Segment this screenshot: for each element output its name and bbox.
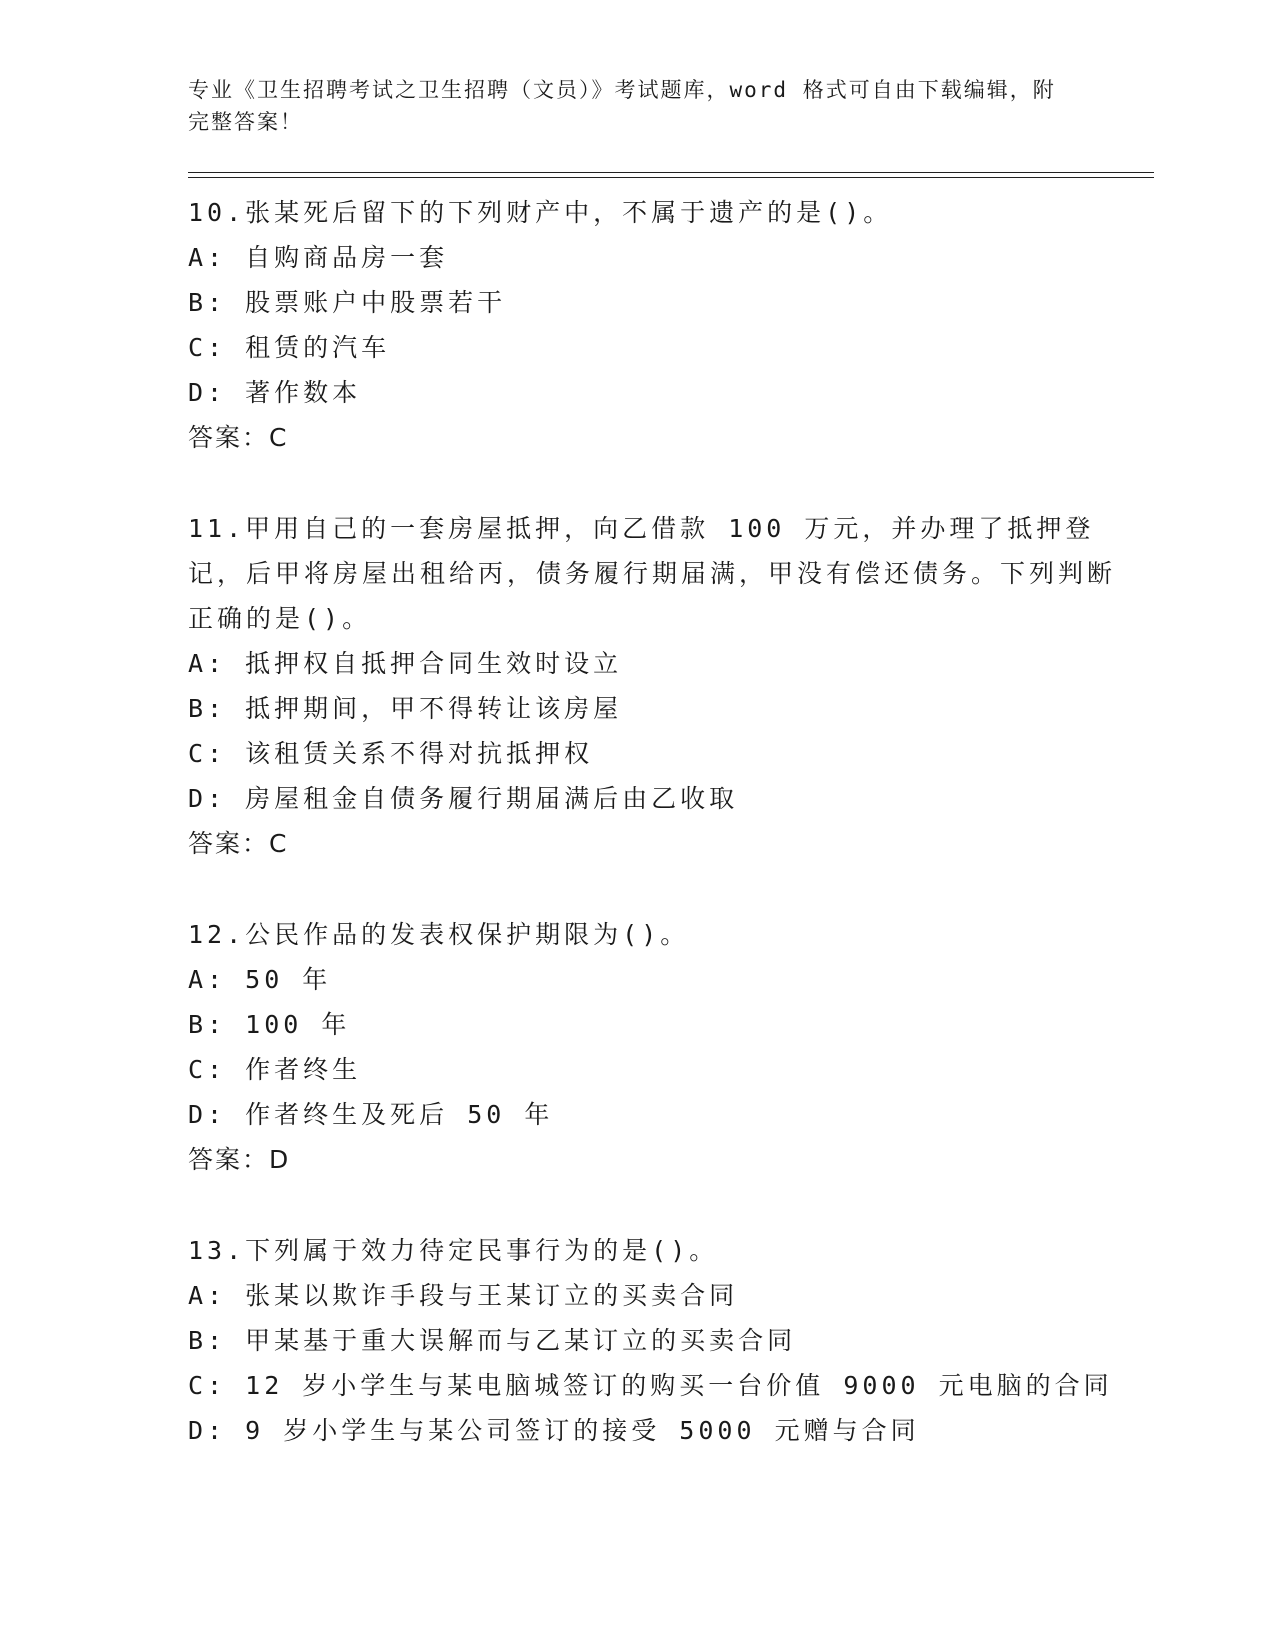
option-d: D: 作者终生及死后 50 年 <box>188 1100 554 1129</box>
question-stem: 13.下列属于效力待定民事行为的是()。 <box>188 1236 719 1265</box>
option-b: B: 抵押期间，甲不得转让该房屋 <box>188 694 623 723</box>
answer: 答案：C <box>188 423 289 452</box>
answer: 答案：C <box>188 829 289 858</box>
answer: 答案：D <box>188 1145 291 1174</box>
question-stem: 10.张某死后留下的下列财产中，不属于遗产的是()。 <box>188 198 893 227</box>
option-a: A: 50 年 <box>188 965 332 994</box>
question-stem: 11.甲用自己的一套房屋抵押，向乙借款 100 万元，并办理了抵押登记，后甲将房屋出租给丙，债务履行期届满，甲没有偿还债务。下列判断正确的是()。 <box>188 514 1117 633</box>
option-b: B: 股票账户中股票若干 <box>188 288 507 317</box>
option-b: B: 甲某基于重大误解而与乙某订立的买卖合同 <box>188 1326 797 1355</box>
option-a: A: 抵押权自抵押合同生效时设立 <box>188 649 623 678</box>
question-13 <box>188 1228 1128 1453</box>
option-c: C: 租赁的汽车 <box>188 333 391 362</box>
option-a: A: 自购商品房一套 <box>188 243 449 272</box>
option-c: C: 作者终生 <box>188 1055 362 1084</box>
option-d: D: 著作数本 <box>188 378 362 407</box>
option-b: B: 100 年 <box>188 1010 351 1039</box>
question-stem: 12.公民作品的发表权保护期限为()。 <box>188 920 690 949</box>
question-10 <box>188 190 1128 460</box>
option-c: C: 12 岁小学生与某电脑城签订的购买一台价值 9000 元电脑的合同 <box>188 1371 1113 1400</box>
question-12 <box>188 912 1128 1182</box>
document-header <box>188 74 1068 138</box>
option-d: D: 房屋租金自债务履行期届满后由乙收取 <box>188 784 739 813</box>
question-list <box>188 190 1128 1499</box>
question-11 <box>188 506 1128 866</box>
option-d: D: 9 岁小学生与某公司签订的接受 5000 元赠与合同 <box>188 1416 920 1445</box>
header-divider-bottom <box>188 177 1154 178</box>
option-c: C: 该租赁关系不得对抗抵押权 <box>188 739 594 768</box>
option-a: A: 张某以欺诈手段与王某订立的买卖合同 <box>188 1281 739 1310</box>
header-text: 专业《卫生招聘考试之卫生招聘（文员）》考试题库，word 格式可自由下载编辑，附完整答案！ <box>188 78 1056 134</box>
header-divider-top <box>188 172 1154 173</box>
